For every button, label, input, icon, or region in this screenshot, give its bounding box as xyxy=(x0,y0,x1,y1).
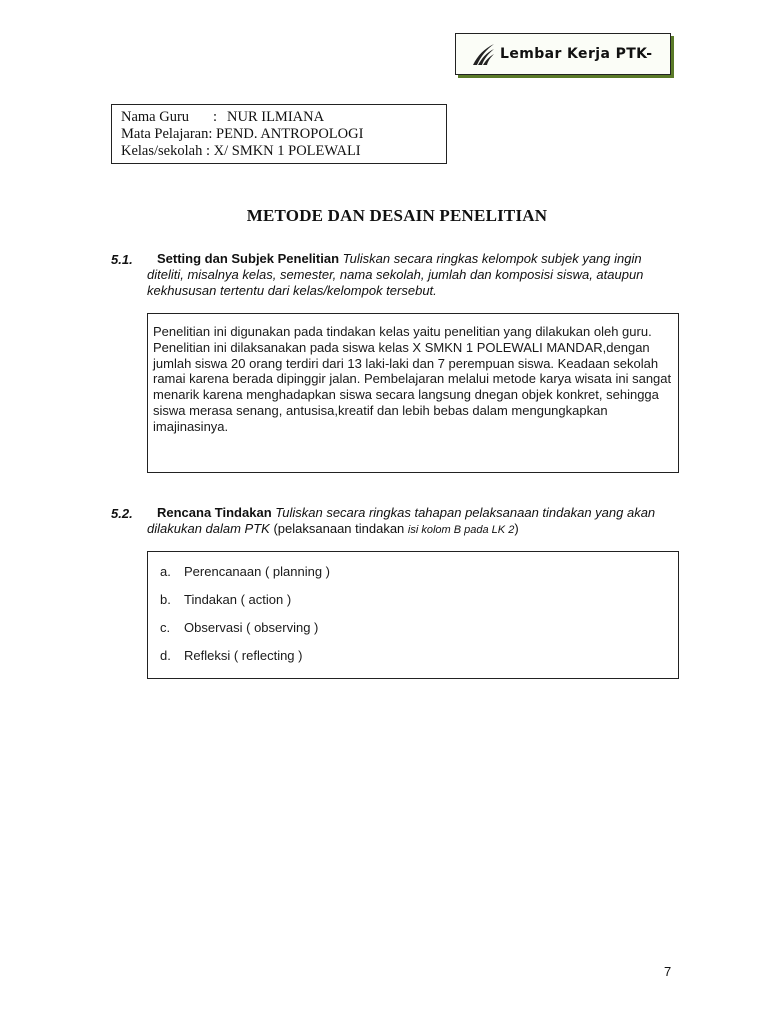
setting-answer-box: Penelitian ini digunakan pada tindakan kelas yaitu penelitian yang dilakukan oleh guru. Penelitian ini dilaksanakan pada siswa kelas X SMKN 1 POLEWALI MANDAR,dengan jumlah siswa 20 orang terdiri dari 13 laki-laki dan 7 perempuan siswa. Keadaan sekolah ramai karena berada dipinggir jalan. Pembelajaran melalui metode karya wisata ini sangat menarik karena menghadapkan siswa secara langsung dnegan objek konkret, sehingga siswa merasa senang, antusisa,kreatif dan lebih bebas dalam mengungkapkan imajinasinya. xyxy=(147,313,679,473)
section-heading-paragraph xyxy=(147,251,677,299)
list-item xyxy=(160,648,678,676)
page-number: 7 xyxy=(664,964,672,979)
section-note-close: ) xyxy=(514,521,519,536)
section-instruction: Tuliskan secara ringkas tahapan pelaksanaan tindakan yang akan dilakukan dalam PTK xyxy=(147,505,656,536)
page-title: METODE DAN DESAIN PENELITIAN xyxy=(246,206,548,225)
section-note-detail: isi kolom B pada LK 2 xyxy=(407,524,515,536)
section-number: 5.2. xyxy=(111,506,133,521)
document-tag-label: Lembar Kerja PTK- xyxy=(500,46,653,62)
identity-label: Kelas/sekolah : xyxy=(121,143,210,159)
list-item-letter: a. xyxy=(160,564,171,579)
identity-row xyxy=(121,109,446,126)
list-item-letter: d. xyxy=(160,648,171,663)
section-number: 5.1. xyxy=(111,252,133,267)
list-item-text: Tindakan ( action ) xyxy=(184,592,292,607)
section-heading-paragraph xyxy=(147,505,677,538)
list-item-text: Refleksi ( reflecting ) xyxy=(184,648,303,663)
list-item-text: Perencanaan ( planning ) xyxy=(184,564,330,579)
identity-row xyxy=(121,126,446,143)
list-item-text: Observasi ( observing ) xyxy=(184,620,319,635)
document-tag xyxy=(455,33,671,75)
list-item xyxy=(160,592,678,620)
identity-row xyxy=(121,143,446,160)
identity-value: X/ SMKN 1 POLEWALI xyxy=(213,143,361,159)
section-note-open: (pelaksanaan tindakan xyxy=(273,521,405,536)
action-plan-box xyxy=(147,551,679,679)
section-heading: Rencana Tindakan xyxy=(157,505,272,520)
section-heading: Setting dan Subjek Penelitian xyxy=(157,251,340,266)
identity-separator: : xyxy=(213,109,218,125)
list-item-letter: c. xyxy=(160,620,171,635)
list-item xyxy=(160,620,678,648)
identity-label: Mata Pelajaran: xyxy=(121,126,213,142)
identity-value: NUR ILMIANA xyxy=(227,109,325,125)
teacher-identity-box xyxy=(111,104,447,164)
list-item-letter: b. xyxy=(160,592,171,607)
section-instruction: Tuliskan secara ringkas kelompok subjek yang ingin diteliti, misalnya kelas, semester, nama sekolah, jumlah dan komposisi siswa, ataupun kekhususan tertentu dari kelas/kelompok tersebut. xyxy=(147,251,644,298)
swoosh-logo-icon xyxy=(470,41,496,67)
identity-label: Nama Guru xyxy=(121,109,190,125)
list-item xyxy=(160,564,678,592)
identity-value: PEND. ANTROPOLOGI xyxy=(216,126,364,142)
